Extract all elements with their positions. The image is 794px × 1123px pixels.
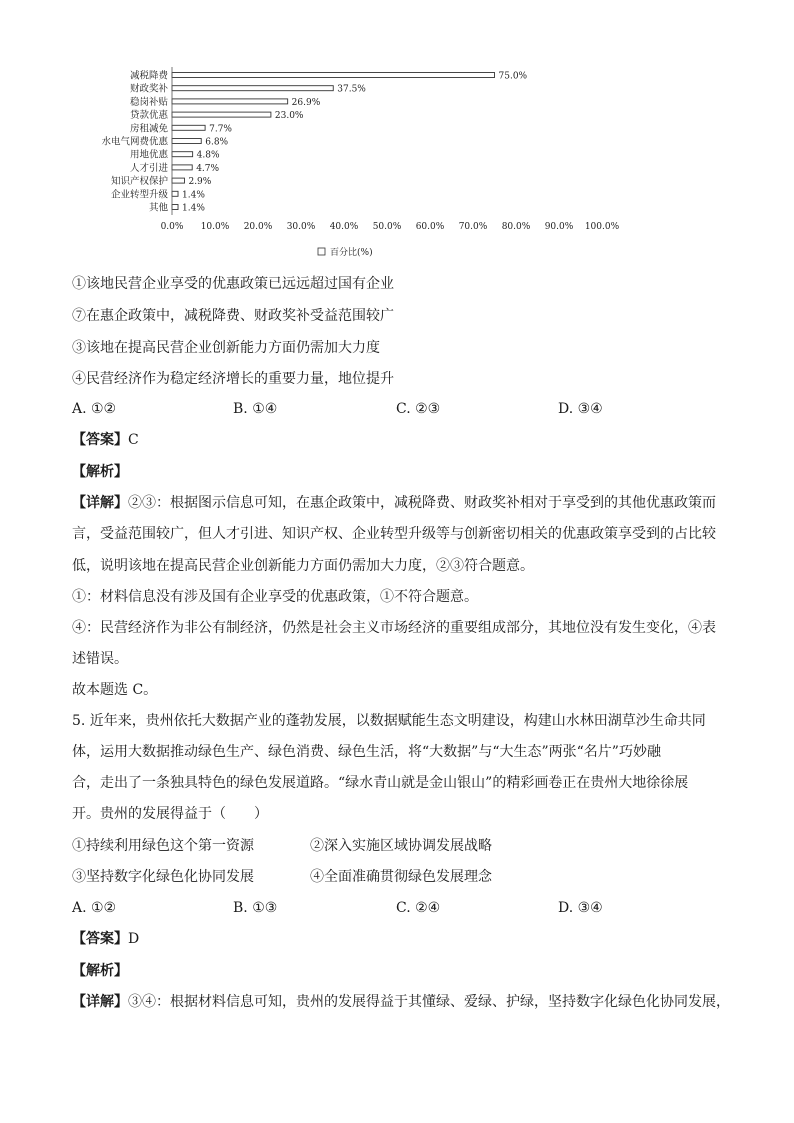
bar [172, 191, 178, 196]
bar [172, 86, 333, 91]
category-label: 贷款优惠 [129, 110, 168, 122]
bar [172, 139, 201, 144]
x-tick-label: 70.0% [458, 222, 488, 232]
category-label: 其他 [148, 202, 168, 214]
answer-value: C [128, 432, 139, 448]
x-tick-label: 50.0% [372, 222, 402, 232]
analysis-label-q5: 【解析】 [72, 963, 128, 979]
option-c: C. ②③ [396, 401, 441, 417]
legend-swatch [318, 248, 325, 255]
value-label: 1.4% [182, 203, 205, 214]
legend-label: 百分比(%) [330, 248, 373, 258]
category-label: 用地优惠 [129, 149, 168, 161]
value-label: 2.9% [188, 177, 212, 188]
q5-statement-3: ③坚持数字化绿色化协同发展 [72, 869, 254, 885]
bar [172, 178, 184, 183]
option-a: A. ①② [72, 401, 117, 417]
x-tick-label: 0.0% [160, 222, 184, 232]
statement-2: ⑦在惠企政策中，减税降费、财政奖补受益范围较广 [72, 308, 394, 324]
detail-line-5: ④：民营经济作为非公有制经济，仍然是社会主义市场经济的重要组成部分，其地位没有发生变化，④表 [72, 620, 716, 636]
q5-line-1: 5. 近年来，贵州依托大数据产业的蓬勃发展，以数据赋能生态文明建设，构建山水林田湖草沙生命共同 [72, 713, 706, 729]
answer-q4 [72, 430, 139, 450]
x-tick-label: 30.0% [286, 222, 316, 232]
q5-statement-2: ②深入实施区域协调发展战略 [310, 838, 492, 854]
value-labels [182, 72, 528, 214]
category-label: 水电气网费优惠 [101, 136, 168, 148]
value-label: 7.7% [209, 124, 232, 135]
bar [172, 205, 178, 210]
detail-line-1 [72, 493, 716, 513]
answer-value-q5: D [128, 931, 140, 947]
bar [172, 125, 205, 130]
detail-text-1: ②③：根据图示信息可知，在惠企政策中，减税降费、财政奖补相对于享受到的其他优惠政策而 [128, 495, 716, 511]
x-tick-label: 100.0% [584, 222, 620, 232]
value-label: 75.0% [498, 71, 528, 82]
detail-line-6: 述错误。 [72, 651, 128, 667]
statement-3: ③该地在提高民营企业创新能力方面仍需加大力度 [72, 340, 380, 356]
value-label: 37.5% [337, 84, 366, 95]
answer-tag-q5: 【答案】 [72, 931, 128, 947]
q5-line-3: 合，走出了一条独具特色的绿色发展道路。“绿水青山就是金山银山”的精彩画卷正在贵州大地徐徐展 [72, 775, 689, 791]
category-label: 人才引进 [129, 162, 168, 174]
x-tick-labels [161, 222, 620, 232]
category-label: 企业转型升级 [110, 189, 168, 201]
x-tick-label: 80.0% [501, 222, 531, 232]
detail-tag: 【详解】 [72, 495, 128, 511]
category-labels [101, 70, 168, 214]
q5-line-4: 开。贵州的发展得益于（ ） [72, 806, 268, 822]
bar [172, 165, 192, 170]
value-label: 6.8% [205, 137, 229, 148]
bar [172, 99, 288, 104]
value-label: 1.4% [182, 190, 205, 201]
detail-tag-q5: 【详解】 [72, 994, 128, 1010]
value-label: 23.0% [274, 111, 304, 122]
category-label: 知识产权保护 [110, 176, 168, 188]
bar [172, 112, 271, 117]
q5-detail-line [72, 992, 730, 1012]
answer-q5 [72, 929, 139, 949]
x-tick-label: 10.0% [200, 222, 230, 232]
q5-option-c: C. ②④ [396, 900, 441, 916]
detail-line-4: ①：材料信息没有涉及国有企业享受的优惠政策，①不符合题意。 [72, 589, 478, 605]
value-label: 4.7% [196, 163, 220, 174]
x-tick-label: 60.0% [415, 222, 445, 232]
option-b: B. ①④ [233, 401, 278, 417]
q5-statement-4: ④全面准确贯彻绿色发展理念 [310, 869, 492, 885]
x-tick-label: 90.0% [544, 222, 574, 232]
q5-option-a: A. ①② [72, 900, 117, 916]
detail-line-3: 低，说明该地在提高民营企业创新能力方面仍需加大力度，②③符合题意。 [72, 558, 534, 574]
x-tick-label: 40.0% [329, 222, 359, 232]
q5-option-d: D. ③④ [558, 900, 603, 916]
x-tick-label: 20.0% [243, 222, 273, 232]
answer-tag: 【答案】 [72, 432, 128, 448]
value-label: 26.9% [291, 97, 321, 108]
category-label: 减税降费 [129, 70, 168, 82]
category-label: 房租减免 [129, 123, 168, 135]
q5-option-b: B. ①③ [233, 900, 278, 916]
analysis-label-q4: 【解析】 [72, 464, 128, 480]
value-label: 4.8% [196, 150, 220, 161]
category-label: 财政奖补 [129, 83, 168, 95]
q5-statement-1: ①持续利用绿色这个第一资源 [72, 838, 254, 854]
bar [172, 73, 495, 78]
option-d: D. ③④ [558, 401, 603, 417]
statement-1: ①该地民营企业享受的优惠政策已远远超过国有企业 [72, 276, 394, 292]
bar [172, 152, 193, 157]
detail-line-7: 故本题选 C。 [72, 682, 158, 698]
q5-detail-text: ③④：根据材料信息可知，贵州的发展得益于其懂绿、爱绿、护绿，坚持数字化绿色化协同发展， [128, 994, 730, 1010]
statement-4: ④民营经济作为稳定经济增长的重要力量，地位提升 [72, 371, 394, 387]
detail-line-2: 言，受益范围较广，但人才引进、知识产权、企业转型升级等与创新密切相关的优惠政策享受到的占比较 [72, 526, 716, 542]
q5-line-2: 体，运用大数据推动绿色生产、绿色消费、绿色生活，将“大数据”与“大生态”两张“名片”巧妙融 [72, 744, 661, 760]
policy-bar-chart [70, 62, 630, 262]
category-label: 稳岗补贴 [129, 96, 168, 108]
